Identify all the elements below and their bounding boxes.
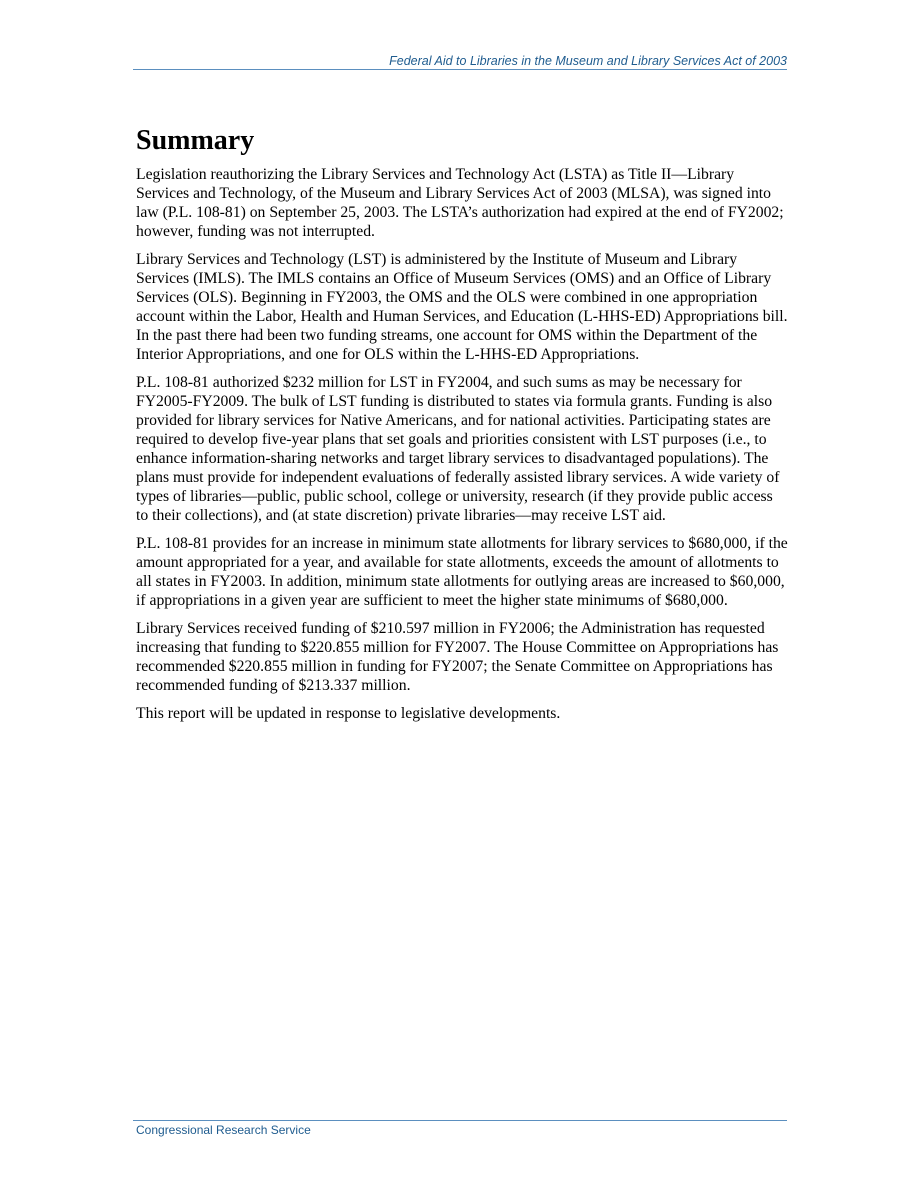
paragraph-5: Library Services received funding of $210.597 million in FY2006; the Administration has requested increasing that funding to $220.855 million for FY2007. The House Committee on Appropriations has recommended $220.855 million in funding for FY2007; the Senate Committee on Appropriations has recommended funding of $213.337 million. bbox=[136, 620, 779, 694]
paragraph-2: Library Services and Technology (LST) is administered by the Institute of Museum and Library Services (IMLS). The IMLS contains an Office of Museum Services (OMS) and an Office of Library Services (OLS). Beginning in FY2003, the OMS and the OLS were combined in one appropriation account within the Labor, Health and Human Services, and Education (L-HHS-ED) Appropriations bill. In the past there had been two funding streams, one account for OMS within the Department of the Interior Appropriations, and one for OLS within the L-HHS-ED Appropriations. bbox=[136, 251, 788, 363]
running-header-title: Federal Aid to Libraries in the Museum and Library Services Act of 2003 bbox=[389, 54, 787, 68]
header-rule bbox=[133, 69, 787, 70]
paragraph-1: Legislation reauthorizing the Library Services and Technology Act (LSTA) as Title II—Library Services and Technology, of the Museum and Library Services Act of 2003 (MLSA), was signed into law (P.L. 108-81) on September 25, 2003. The LSTA’s authorization had expired at the end of FY2002; however, funding was not interrupted. bbox=[136, 166, 784, 240]
document-body bbox=[136, 123, 788, 732]
section-heading: Summary bbox=[136, 125, 255, 156]
paragraph-6: This report will be updated in response to legislative developments. bbox=[136, 705, 561, 722]
paragraph-4: P.L. 108-81 provides for an increase in minimum state allotments for library services to $680,000, if the amount appropriated for a year, and available for state allotments, exceeds the amount of allotments to all states in FY2003. In addition, minimum state allotments for outlying areas are increased to $60,000, if appropriations in a given year are sufficient to meet the higher state minimums of $680,000. bbox=[136, 535, 788, 609]
footer-rule bbox=[133, 1120, 787, 1121]
footer-organization: Congressional Research Service bbox=[136, 1123, 311, 1137]
paragraph-3: P.L. 108-81 authorized $232 million for LST in FY2004, and such sums as may be necessary for FY2005-FY2009. The bulk of LST funding is distributed to states via formula grants. Funding is also provided for library services for Native Americans, and for national activities. Participating states are required to develop five-year plans that set goals and priorities consistent with LST purposes (i.e., to enhance information-sharing networks and target library services to disadvantaged populations). The plans must provide for independent evaluations of federally assisted library services. A wide variety of types of libraries—public, public school, college or university, research (if they provide public access to their collections), and (at state discretion) private libraries—may receive LST aid. bbox=[136, 374, 780, 524]
